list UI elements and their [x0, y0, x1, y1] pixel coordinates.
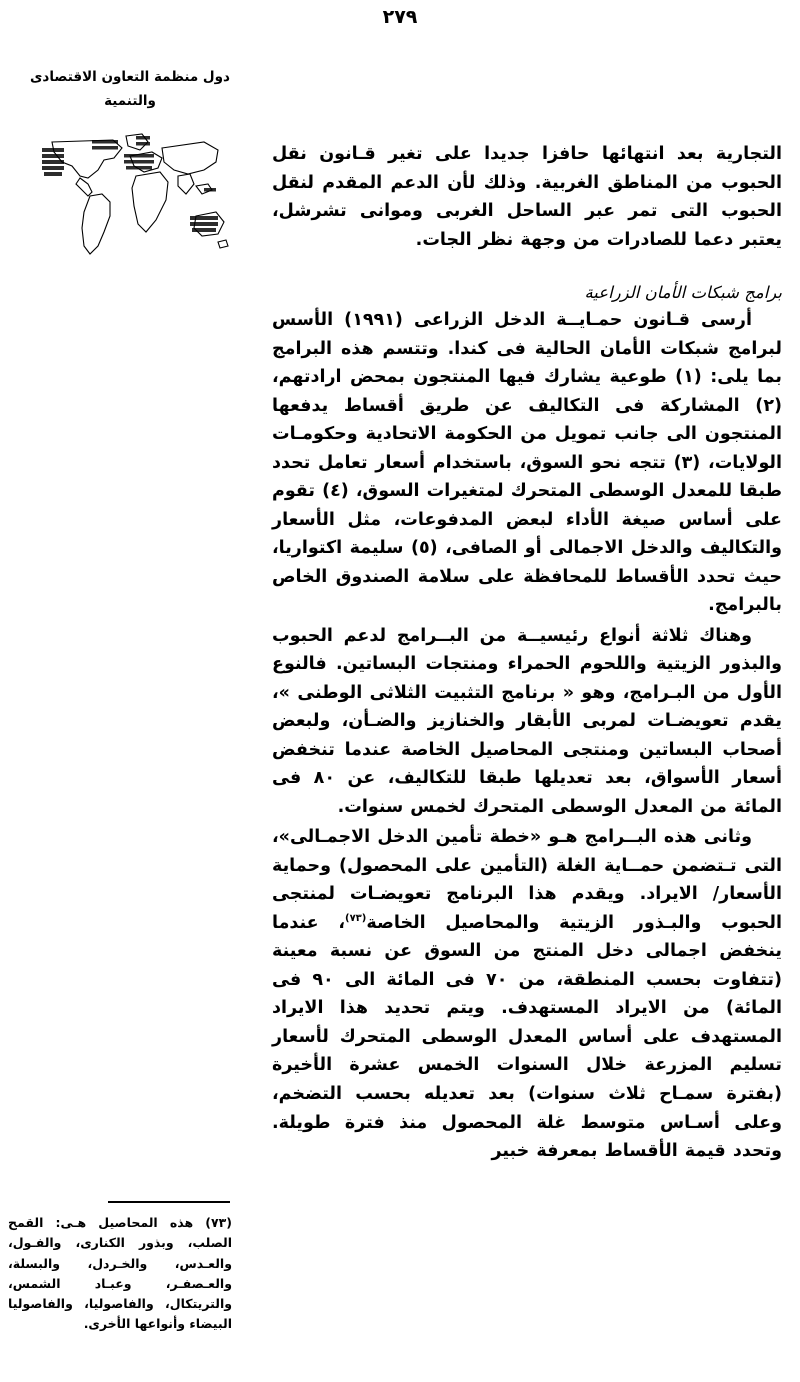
- footnote-separator: [108, 1201, 230, 1203]
- figure-caption: [10, 66, 250, 113]
- body-text-column: [272, 140, 782, 1168]
- paragraph-4-part-1: وثانى هذه البــرامج هـو «خطة تأمين الدخل الاجمـالى»، التى تـتضمن حمــاية الغلة (التأمين على المحصول) وحماية الأسعار/ الايراد. ويقدم هذا البرنامج تعويضـات لمنتجى الحبوب والبـذور الزيتية والمحاصيل الخاصة: [272, 827, 782, 933]
- paragraph-4-part-2: ، عندما ينخفض اجمالى دخل المنتج من السوق عن نسبة معينة (تتفاوت بحسب المنطقة، من ٧٠ فى المائة الى ٩٠ فى المائة) من الايراد المستهدف. ويتم تحديد هذا الايراد المستهدف على أساس المعدل الوسطى المتحرك لأسعار تسليم المزرعة خلال السنوات الخمس عشرة الأخيرة (بفترة سمـاح ثلاث سنوات) بعد تعديله بحسب التضخم، وعلى أسـاس متوسط غلة المحصول منذ فترة طويلة. وتحدد قيمة الأقساط بمعرفة خبير: [272, 912, 782, 1162]
- paragraph-1: التجارية بعد انتهائها حافزا جديدا على تغير قـانون نقل الحبوب من المناطق الغربية. وذلك لأن الدعم المقدم لنقل الحبوب التى تمر عبر الساحل الغربى وموانى تشرشل، يعتبر دعما للصادرات من وجهة نظر الجات.: [272, 144, 782, 250]
- page-number: ٢٧٩: [382, 6, 418, 28]
- paragraph-spacer: [272, 256, 782, 283]
- world-map-figure: [18, 128, 233, 273]
- section-subheading: برامج شبكات الأمان الزراعية: [584, 283, 782, 303]
- paragraph-4: [272, 823, 782, 1165]
- paragraph-2: أرسى قـانون حمـايــة الدخل الزراعى (١٩٩١) الأسس لبرامج شبكات الأمان الحالية فى كندا. وتتسم هذه البرامج بما يلى: (١) طوعية يشارك فيها المنتجون بمحض ارادتهم، (٢) المشاركة فى التكاليف عن طريق أقساط يدفعها المنتجون الى جانب تمويل من الحكومة الاتحادية وحكومـات الولايات، (٣) تتجه نحو السوق، باستخدام أسعار تعامل تحدد طبقا للمعدل الوسطى المتحرك لمتغيرات السوق، (٤) تقوم على أساس صيغة الأداء لبعض المدفوعات، مثل الأسعار والتكاليف والدخل الاجمالى أو الصافى، (٥) سليمة اكتواريا، حيث تحدد الأقساط للمحافظة على سلامة الصندوق الخاص بالبرامج.: [272, 310, 782, 616]
- paragraph-3: وهناك ثلاثة أنواع رئيسيــة من البــرامج لدعم الحبوب والبذور الزيتية واللحوم الحمراء ومنتجات البساتين. فالنوع الأول من البـرامج، وهو « برنامج التثبيت الثلاثى الوطنى »، يقدم تعويضـات لمربى الأبقار والخنازيز والضـأن، ولبعض أصحاب البساتين ومنتجى المحاصيل الخاصة عندما تنخفض أسعار الأسواق، بعد تعديلها طبقا للتكاليف، عن ٨٠ فى المائة من المعدل الوسطى المتحرك لخمس سنوات.: [272, 625, 782, 817]
- footnote-marker: (٧٣): [344, 913, 367, 925]
- figure-caption-line-1: دول منظمة التعاون الاقتصادى: [30, 69, 230, 85]
- figure-caption-line-2: والتنمية: [104, 92, 156, 109]
- footnote-text: (٧٣) هذه المحاصيل هـى: القمح الصلب، وبذور الكنارى، والفـول، والعـدس، والخـردل، والبسلة، والعـصفـر، وعبـاد الشمس، والتريتكال، والفاصوليا، والفاصوليا البيضاء وأنواعها الأخرى.: [8, 1215, 232, 1332]
